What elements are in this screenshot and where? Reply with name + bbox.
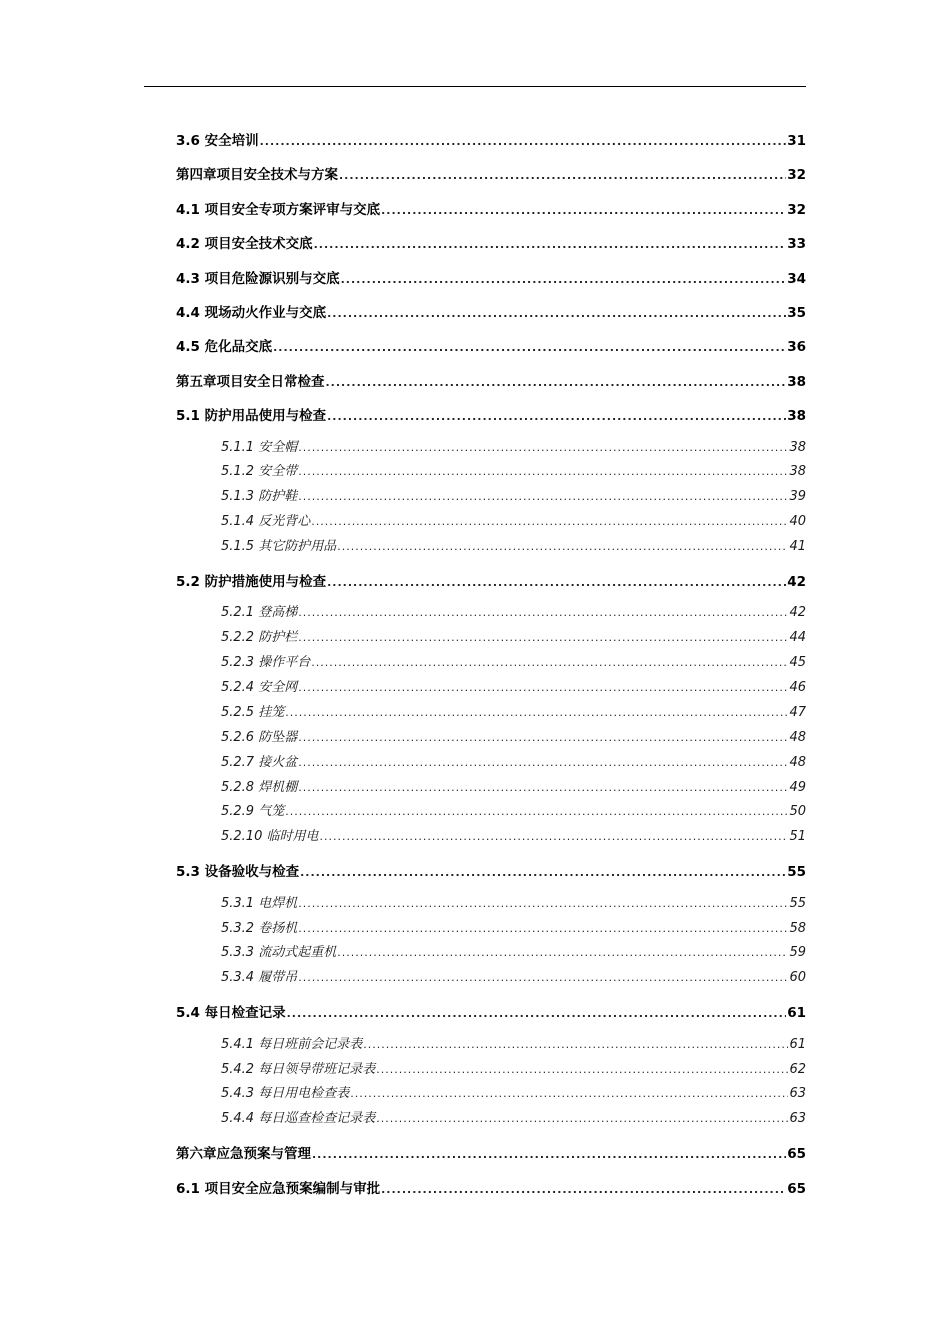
- toc-entry[interactable]: [176, 193, 806, 227]
- toc-subentry[interactable]: [176, 726, 806, 751]
- toc-entry[interactable]: [176, 262, 806, 296]
- toc-entry-page: 32: [787, 201, 806, 218]
- toc-leader-dots: [298, 490, 788, 503]
- toc-entry-title: 5.3 设备验收与检查: [176, 864, 300, 881]
- toc-leader-dots: [298, 971, 788, 984]
- toc-leader-dots: [311, 515, 788, 528]
- toc-entry-page: 55: [787, 864, 806, 881]
- toc-entry-title: 5.2.8 焊机棚: [221, 779, 298, 795]
- toc-entry-page: 50: [789, 804, 806, 820]
- toc-entry-title: 5.3.1 电焊机: [221, 895, 298, 911]
- toc-entry-page: 40: [789, 514, 806, 530]
- toc-entry-title: 5.2 防护措施使用与检查: [176, 573, 327, 590]
- toc-entry-title: 5.1.3 防护鞋: [221, 489, 298, 505]
- toc-leader-dots: [381, 204, 786, 217]
- toc-entry-title: 5.4.1 每日班前会记录表: [221, 1036, 363, 1052]
- toc-entry[interactable]: [176, 124, 806, 158]
- toc-leader-dots: [300, 866, 786, 879]
- toc-entry[interactable]: [176, 330, 806, 364]
- toc-entry[interactable]: [176, 399, 806, 433]
- toc-entry-title: 5.1.4 反光背心: [221, 514, 311, 530]
- toc-entry-title: 5.1 防护用品使用与检查: [176, 408, 327, 425]
- toc-entry-page: 51: [789, 829, 806, 845]
- toc-leader-dots: [298, 922, 788, 935]
- toc-leader-dots: [326, 376, 787, 389]
- toc-entry-title: 5.1.1 安全帽: [221, 439, 298, 455]
- toc-entry-page: 34: [787, 270, 806, 287]
- toc-leader-dots: [376, 1063, 788, 1076]
- toc-entry-page: 32: [787, 167, 806, 184]
- toc-entry-title: 5.4 每日检查记录: [176, 1005, 286, 1022]
- toc-entry-title: 5.2.9 气笼: [221, 804, 285, 820]
- toc-entry-page: 58: [789, 920, 806, 936]
- toc-leader-dots: [298, 756, 788, 769]
- toc-subentry[interactable]: [176, 800, 806, 825]
- toc-entry-title: 4.5 危化品交底: [176, 339, 273, 356]
- toc-entry-page: 63: [789, 1111, 806, 1127]
- toc-entry-page: 55: [789, 895, 806, 911]
- toc-entry-page: 38: [787, 373, 806, 390]
- toc-subentry[interactable]: [176, 651, 806, 676]
- toc-subentry[interactable]: [176, 966, 806, 991]
- toc-leader-dots: [337, 946, 788, 959]
- toc-entry-title: 5.4.2 每日领导带班记录表: [221, 1061, 376, 1077]
- toc-leader-dots: [312, 1148, 786, 1161]
- toc-entry-page: 47: [789, 704, 806, 720]
- toc-leader-dots: [341, 273, 787, 286]
- toc-entry[interactable]: [176, 996, 806, 1030]
- toc-entry-title: 5.2.3 操作平台: [221, 655, 311, 671]
- toc-entry-title: 4.1 项目安全专项方案评审与交底: [176, 201, 381, 218]
- toc-entry-page: 49: [789, 779, 806, 795]
- toc-entry-title: 5.2.7 接火盆: [221, 754, 298, 770]
- toc-entry-page: 48: [789, 729, 806, 745]
- toc-leader-dots: [376, 1112, 788, 1125]
- toc-entry-title: 4.3 项目危险源识别与交底: [176, 270, 340, 287]
- toc-entry[interactable]: [176, 158, 806, 192]
- toc-leader-dots: [327, 307, 786, 320]
- toc-subentry[interactable]: [176, 701, 806, 726]
- toc-subentry[interactable]: [176, 436, 806, 461]
- toc-subentry[interactable]: [176, 825, 806, 850]
- toc-leader-dots: [350, 1087, 788, 1100]
- toc-entry[interactable]: [176, 296, 806, 330]
- toc-entry-title: 第四章项目安全技术与方案: [176, 167, 338, 184]
- toc-entry-page: 38: [789, 464, 806, 480]
- toc-entry-title: 第六章应急预案与管理: [176, 1146, 311, 1163]
- toc-entry-title: 5.2.4 安全网: [221, 680, 298, 696]
- toc-subentry[interactable]: [176, 510, 806, 535]
- toc-entry-title: 3.6 安全培训: [176, 133, 259, 149]
- toc-entry-title: 5.1.5 其它防护用品: [221, 539, 337, 555]
- toc-entry-page: 61: [787, 1005, 806, 1022]
- toc-entry-title: 4.2 项目安全技术交底: [176, 236, 313, 253]
- toc-subentry[interactable]: [176, 917, 806, 942]
- toc-entry-page: 42: [789, 605, 806, 621]
- toc-leader-dots: [298, 781, 788, 794]
- table-of-contents: [176, 124, 806, 1206]
- toc-entry-page: 62: [789, 1061, 806, 1077]
- toc-subentry[interactable]: [176, 776, 806, 801]
- toc-entry-title: 5.2.6 防坠器: [221, 729, 298, 745]
- toc-leader-dots: [319, 830, 788, 843]
- toc-entry[interactable]: [176, 365, 806, 399]
- toc-leader-dots: [327, 410, 786, 423]
- toc-subentry[interactable]: [176, 626, 806, 651]
- toc-subentry[interactable]: [176, 460, 806, 485]
- toc-entry-page: 31: [787, 133, 806, 149]
- toc-leader-dots: [287, 1007, 787, 1020]
- toc-entry[interactable]: [176, 1172, 806, 1206]
- toc-leader-dots: [298, 465, 788, 478]
- toc-leader-dots: [339, 169, 786, 182]
- toc-leader-dots: [298, 897, 788, 910]
- toc-leader-dots: [285, 706, 788, 719]
- toc-entry-page: 65: [787, 1146, 806, 1163]
- toc-leader-dots: [273, 341, 786, 354]
- toc-leader-dots: [363, 1038, 788, 1051]
- toc-entry-page: 46: [789, 680, 806, 696]
- toc-subentry[interactable]: [176, 941, 806, 966]
- toc-entry[interactable]: [176, 565, 806, 599]
- toc-entry-page: 41: [789, 539, 806, 555]
- toc-entry-title: 5.1.2 安全带: [221, 464, 298, 480]
- header-rule: [144, 86, 806, 87]
- toc-entry-page: 65: [787, 1180, 806, 1197]
- toc-entry-page: 36: [787, 339, 806, 356]
- toc-subentry[interactable]: [176, 676, 806, 701]
- toc-entry-title: 5.3.3 流动式起重机: [221, 945, 337, 961]
- toc-entry-page: 60: [789, 970, 806, 986]
- toc-entry-title: 5.4.4 每日巡查检查记录表: [221, 1111, 376, 1127]
- toc-entry-page: 63: [789, 1086, 806, 1102]
- toc-subentry[interactable]: [176, 1107, 806, 1132]
- toc-entry-title: 5.2.10 临时用电: [221, 829, 319, 845]
- toc-subentry[interactable]: [176, 1058, 806, 1083]
- toc-entry-title: 4.4 现场动火作业与交底: [176, 304, 327, 321]
- toc-entry-title: 5.4.3 每日用电检查表: [221, 1086, 350, 1102]
- toc-entry-page: 61: [789, 1036, 806, 1052]
- toc-leader-dots: [298, 606, 788, 619]
- toc-leader-dots: [260, 135, 787, 148]
- toc-leader-dots: [327, 576, 786, 589]
- toc-leader-dots: [337, 540, 788, 553]
- toc-leader-dots: [298, 441, 788, 454]
- toc-entry-title: 第五章项目安全日常检查: [176, 373, 325, 390]
- toc-leader-dots: [311, 656, 788, 669]
- toc-leader-dots: [298, 731, 788, 744]
- toc-subentry[interactable]: [176, 1033, 806, 1058]
- toc-entry-page: 44: [789, 630, 806, 646]
- toc-entry-title: 5.3.2 卷扬机: [221, 920, 298, 936]
- toc-subentry[interactable]: [176, 535, 806, 560]
- toc-entry-title: 5.2.1 登高梯: [221, 605, 298, 621]
- toc-leader-dots: [285, 805, 788, 818]
- toc-subentry[interactable]: [176, 892, 806, 917]
- toc-subentry[interactable]: [176, 601, 806, 626]
- toc-entry-title: 5.3.4 履带吊: [221, 970, 298, 986]
- toc-entry-page: 38: [789, 439, 806, 455]
- toc-entry-title: 5.2.5 挂笼: [221, 704, 285, 720]
- toc-subentry[interactable]: [176, 1082, 806, 1107]
- toc-leader-dots: [381, 1183, 786, 1196]
- toc-entry-page: 45: [789, 655, 806, 671]
- toc-entry-page: 39: [789, 489, 806, 505]
- toc-entry-page: 38: [787, 408, 806, 425]
- toc-entry-page: 42: [787, 573, 806, 590]
- toc-leader-dots: [298, 681, 788, 694]
- toc-entry-page: 48: [789, 754, 806, 770]
- toc-entry-title: 6.1 项目安全应急预案编制与审批: [176, 1180, 381, 1197]
- toc-entry-page: 35: [787, 304, 806, 321]
- toc-subentry[interactable]: [176, 751, 806, 776]
- toc-entry-page: 59: [789, 945, 806, 961]
- toc-subentry[interactable]: [176, 485, 806, 510]
- toc-entry[interactable]: [176, 227, 806, 261]
- toc-entry[interactable]: [176, 855, 806, 889]
- toc-leader-dots: [298, 631, 788, 644]
- toc-entry[interactable]: [176, 1137, 806, 1171]
- toc-entry-page: 33: [787, 236, 806, 253]
- toc-entry-title: 5.2.2 防护栏: [221, 630, 298, 646]
- toc-leader-dots: [314, 238, 787, 251]
